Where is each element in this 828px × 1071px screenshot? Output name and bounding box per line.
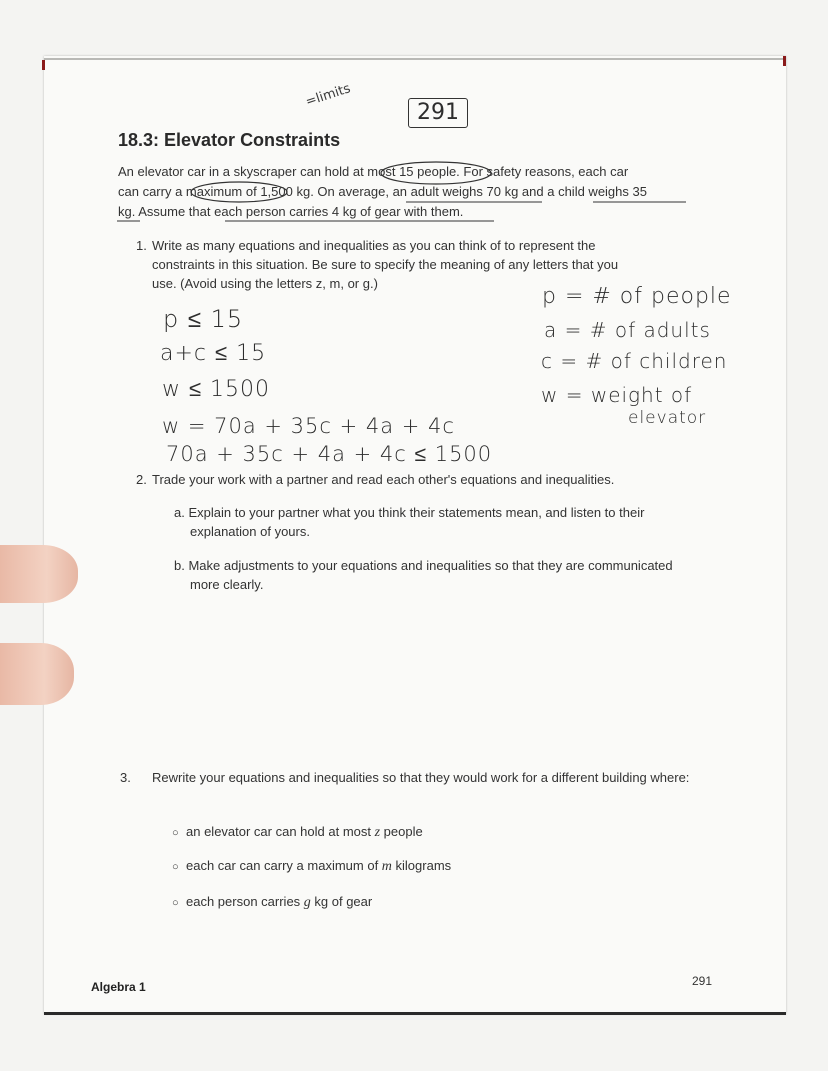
question-1-line: use. (Avoid using the letters z, m, or g.) xyxy=(152,276,378,291)
bullet-circle-icon: ○ xyxy=(172,897,179,909)
thumb-top xyxy=(0,545,78,603)
section-title: 18.3: Elevator Constraints xyxy=(118,130,341,150)
question-2 xyxy=(136,470,696,489)
question-1-line: Write as many equations and inequalities as you can think of to represent the xyxy=(152,238,596,253)
bullet-item: ○ an elevator car can hold at most z people xyxy=(172,824,423,840)
question-3-text: Rewrite your equations and inequalities so that they would work for a different building where: xyxy=(152,770,690,785)
footer-page-number: 291 xyxy=(692,974,713,988)
intro-line: can carry a maximum of 1,500 kg. On average, an adult weighs 70 kg and a child weighs 35 xyxy=(118,184,647,199)
handwritten-ac-inequality: a+c ≤ 15 xyxy=(160,341,267,366)
question-number: 1. xyxy=(136,238,147,253)
handwritten-def-a: a = # of adults xyxy=(544,318,711,342)
handwritten-def-w-cont: elevator xyxy=(628,408,707,428)
handwritten-def-p: p = # of people xyxy=(542,284,732,309)
question-2a: a. Explain to your partner what you think their statements mean, and listen to their explanation of yours. xyxy=(174,505,645,539)
handwritten-limits-note: =limits xyxy=(303,81,353,110)
page-bottom-edge xyxy=(44,1012,786,1015)
bullet-item: ○ each car can carry a maximum of m kilograms xyxy=(172,858,452,874)
intro-annotations xyxy=(0,0,828,230)
question-2b: b. Make adjustments to your equations and inequalities so that they are communicated more clearly. xyxy=(174,558,673,592)
bullet-circle-icon: ○ xyxy=(172,861,179,873)
question-2-text: Trade your work with a partner and read each other's equations and inequalities. xyxy=(152,472,615,487)
bullet-item: ○ each person carries g kg of gear xyxy=(172,894,373,910)
handwritten-combined-inequality: 70a + 35c + 4a + 4c ≤ 1500 xyxy=(166,442,493,466)
thumb-bottom xyxy=(0,643,74,705)
question-number: 2. xyxy=(136,472,147,487)
bullet-circle-icon: ○ xyxy=(172,827,179,839)
question-3 xyxy=(120,768,692,787)
intro-line: An elevator car in a skyscraper can hold at most 15 people. For safety reasons, each car xyxy=(118,164,629,179)
handwritten-page-box: 291 xyxy=(408,98,468,128)
footer-course-name: Algebra 1 xyxy=(91,980,146,994)
handwritten-p-inequality: p ≤ 15 xyxy=(163,305,244,333)
handwritten-def-c: c = # of children xyxy=(541,349,728,373)
intro-line: kg. Assume that each person carries 4 kg of gear with them. xyxy=(118,204,464,219)
handwritten-w-inequality: w ≤ 1500 xyxy=(162,377,271,402)
handwritten-w-equation: w = 70a + 35c + 4a + 4c xyxy=(162,414,455,438)
question-number: 3. xyxy=(120,770,131,785)
handwritten-def-w: w = weight of xyxy=(541,383,693,407)
question-1-line: constraints in this situation. Be sure to specify the meaning of any letters that you xyxy=(152,257,619,272)
